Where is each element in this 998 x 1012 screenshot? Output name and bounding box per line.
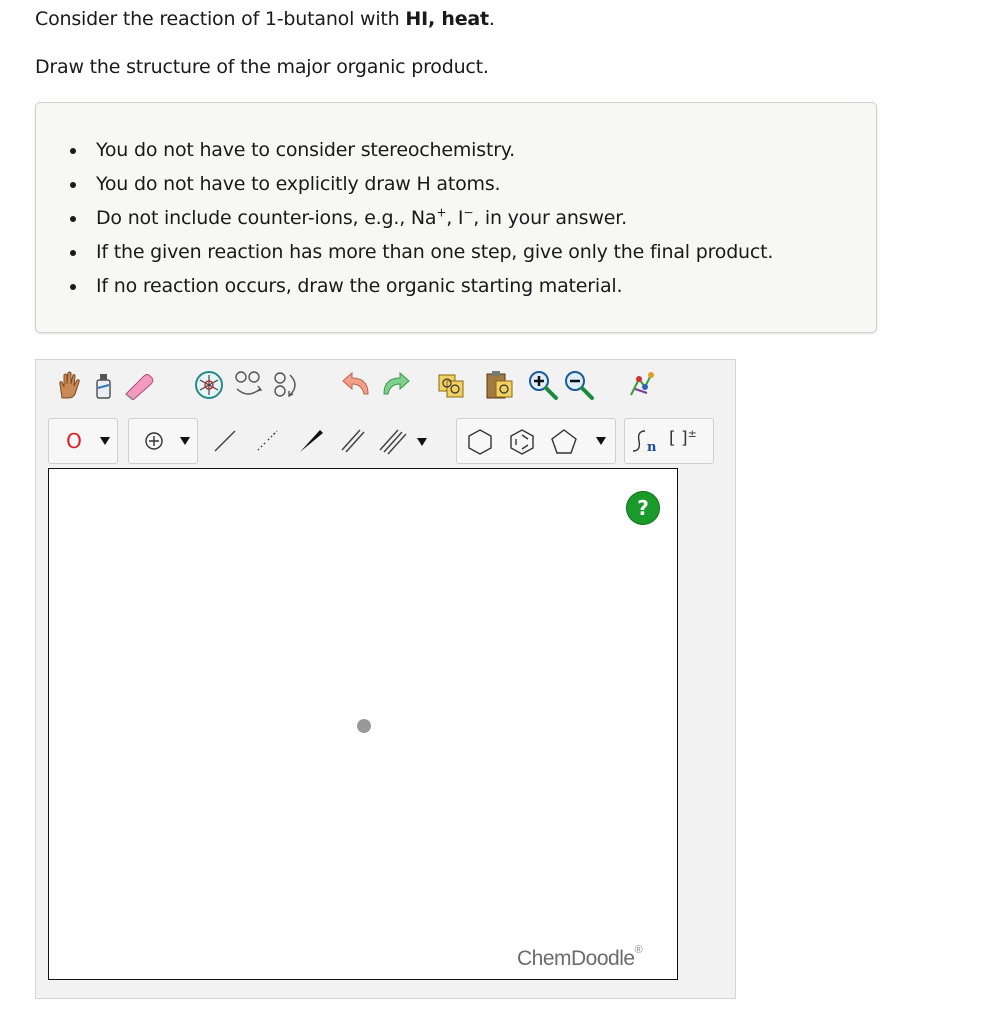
clear-bottle-icon[interactable] [86, 368, 120, 402]
zoom-in-icon[interactable] [526, 368, 560, 402]
chevron-down-icon[interactable] [179, 435, 191, 447]
question-text: Consider the reaction of 1-butanol with HI, heat. [35, 8, 495, 30]
drawing-canvas[interactable] [48, 468, 678, 980]
undo-icon[interactable] [340, 368, 374, 402]
repeat-unit-label: n [647, 440, 657, 455]
hint-item: If the given reaction has more than one step, give only the final product. [96, 235, 773, 269]
bracket-charge-icon[interactable]: [ ]± [669, 427, 697, 449]
cyclopentane-icon[interactable] [549, 427, 579, 457]
atom-label: O [66, 429, 82, 453]
help-button[interactable]: ? [626, 491, 660, 525]
instruction-text: Draw the structure of the major organic product. [35, 56, 489, 78]
triple-bond-icon[interactable] [376, 424, 410, 458]
benzene-icon[interactable] [507, 427, 537, 457]
paste-icon[interactable] [482, 368, 516, 402]
flip-molecule-icon[interactable] [270, 368, 304, 402]
charge-selector[interactable] [128, 418, 198, 464]
atom-selector[interactable] [48, 418, 118, 464]
hashed-bond-icon[interactable] [250, 424, 284, 458]
wedge-bond-icon[interactable] [294, 424, 328, 458]
hint-item-counter-ions: Do not include counter-ions, e.g., Na+, I−, in your answer. [96, 201, 773, 235]
single-bond-icon[interactable] [208, 424, 242, 458]
reagent: HI, heat [405, 8, 489, 30]
zoom-out-icon[interactable] [562, 368, 596, 402]
chevron-down-icon[interactable] [416, 436, 428, 448]
chemdoodle-logo: ChemDoodle® [517, 944, 643, 970]
rotate-molecule-icon[interactable] [232, 368, 266, 402]
hint-item: You do not have to consider stereochemistry. [96, 133, 773, 167]
canvas-center-dot [357, 719, 371, 733]
hint-box [35, 102, 877, 333]
chevron-down-icon[interactable] [99, 435, 111, 447]
redo-icon[interactable] [378, 368, 412, 402]
template-lasso-icon[interactable] [192, 368, 226, 402]
hand-tool-icon[interactable] [52, 368, 86, 402]
plus-charge-icon [144, 431, 164, 451]
chevron-down-icon[interactable] [595, 435, 607, 447]
cyclohexane-icon[interactable] [465, 427, 495, 457]
ring-selector[interactable] [456, 418, 616, 464]
sgroup-selector[interactable] [624, 418, 714, 464]
eraser-icon[interactable] [122, 368, 156, 402]
hint-list [96, 133, 773, 303]
double-bond-icon[interactable] [336, 424, 370, 458]
hint-item: If no reaction occurs, draw the organic starting material. [96, 269, 773, 303]
repeat-unit-icon[interactable] [631, 427, 656, 455]
clean-structure-icon[interactable] [624, 368, 658, 402]
copy-icon[interactable] [434, 368, 468, 402]
hint-item: You do not have to explicitly draw H atoms. [96, 167, 773, 201]
chemdoodle-editor [35, 359, 736, 999]
